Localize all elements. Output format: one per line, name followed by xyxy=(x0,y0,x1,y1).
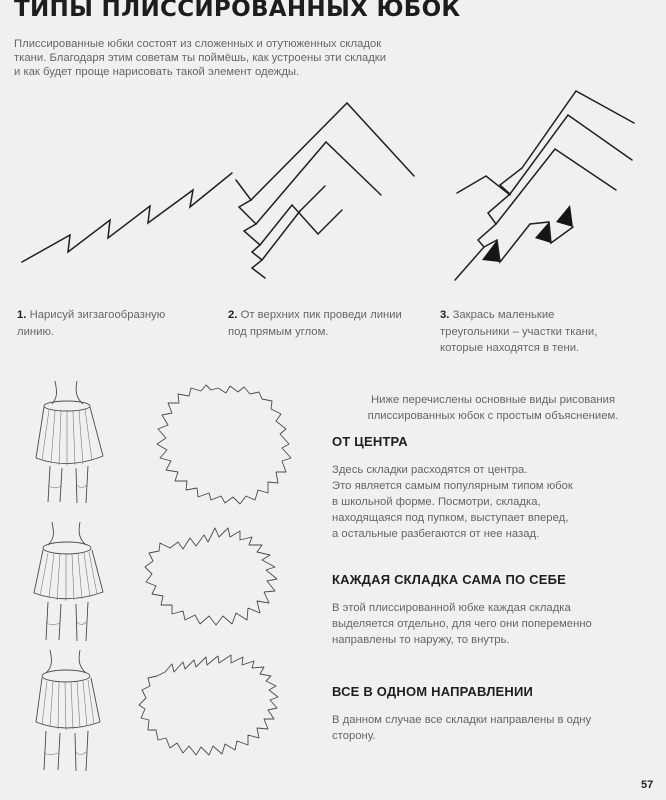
section-line: В данном случае все складки направлены в одну xyxy=(332,714,592,726)
step-number: 2. xyxy=(228,309,238,321)
step-3-line: Закрась маленькие xyxy=(452,309,555,321)
intro-line: ткани. Благодаря этим советам ты поймёшь, как устроены эти складки xyxy=(14,52,387,64)
step-1-line: линию. xyxy=(17,325,55,338)
section-body xyxy=(332,600,652,648)
section-from-center xyxy=(332,434,652,542)
section-each-pleat xyxy=(332,572,652,648)
section-line: в школьной форме. Посмотри, складка, xyxy=(332,496,541,508)
section-line: выделяется отдельно, для чего они попеременно xyxy=(332,618,592,630)
section-one-direction xyxy=(332,684,652,744)
section-line: В этой плиссированной юбке каждая складка xyxy=(332,602,571,614)
intro-paragraph xyxy=(14,37,434,79)
step-1-line: Нарисуй зигзагообразную xyxy=(29,309,166,321)
note-line: Ниже перечислены основные виды рисования xyxy=(370,394,616,406)
step-3-line: треугольники – участки ткани, xyxy=(440,325,598,338)
intro-line: Плиссированные юбки состоят из сложенных и отутюженных складок xyxy=(14,38,382,50)
section-line: сторону. xyxy=(332,730,376,742)
section-body xyxy=(332,712,652,744)
section-heading: ОТ ЦЕНТРА xyxy=(332,434,408,449)
types-intro-note xyxy=(343,392,643,424)
step-3-caption xyxy=(440,307,640,357)
section-line: находящаяся под пупком, выступает вперед, xyxy=(332,512,569,524)
step-2-line: под прямым углом. xyxy=(228,325,329,338)
step-2-line: От верхних пик проведи линии xyxy=(240,309,402,321)
step-3-line: которые находятся в тени. xyxy=(440,342,580,354)
section-body xyxy=(332,462,652,542)
step-2-caption xyxy=(228,307,428,340)
section-line: Здесь складки расходятся от центра. xyxy=(332,464,528,476)
section-heading: ВСЕ В ОДНОМ НАПРАВЛЕНИИ xyxy=(332,684,534,699)
section-line: а остальные разбегаются от нее назад. xyxy=(332,528,540,540)
section-heading: КАЖДАЯ СКЛАДКА САМА ПО СЕБЕ xyxy=(332,572,567,587)
page-title: ТИПЫ ПЛИССИРОВАННЫХ ЮБОК xyxy=(14,0,461,22)
intro-line: и как будет проще нарисовать такой элемент одежды. xyxy=(14,66,300,78)
section-line: направлены то наружу, то внутрь. xyxy=(332,634,510,646)
step-1-caption xyxy=(17,307,207,340)
section-line: Это является самым популярным типом юбок xyxy=(332,480,573,492)
page-number: 57 xyxy=(641,779,654,791)
step-number: 3. xyxy=(440,309,450,321)
note-line: плиссированных юбок с простым объяснением. xyxy=(367,410,619,422)
step-number: 1. xyxy=(17,309,27,321)
